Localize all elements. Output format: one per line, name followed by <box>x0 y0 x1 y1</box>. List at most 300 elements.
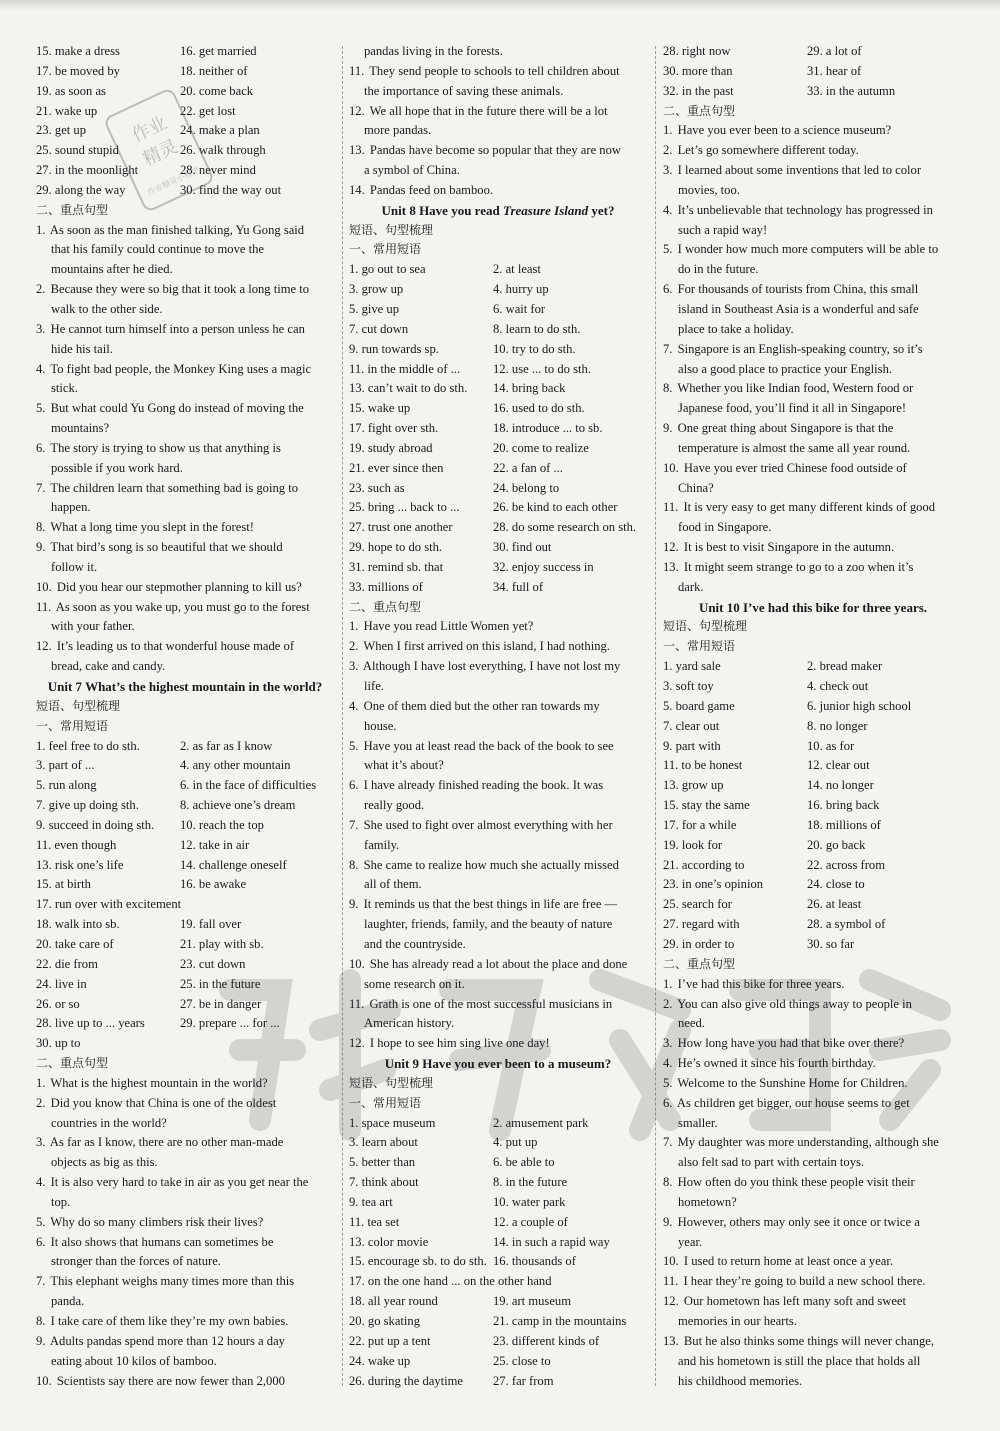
phrase-item: 8. achieve one’s dream <box>180 798 296 813</box>
sentence-number: 5. <box>36 1214 46 1229</box>
sentence-text: It also shows that humans can sometimes be <box>50 1234 274 1249</box>
phrase-item: 13. color movie <box>349 1234 429 1249</box>
sentence-number: 7. <box>663 341 673 356</box>
sentence-text: Pandas feed on bamboo. <box>369 182 494 197</box>
phrase-row <box>36 62 334 82</box>
section-heading: 短语、句型梳理 <box>349 1075 434 1090</box>
column-divider <box>342 46 343 1386</box>
sentence-item <box>349 737 647 777</box>
sentence-line <box>663 538 963 558</box>
phrase-row <box>349 300 647 320</box>
phrase-item: 20. come back <box>180 83 254 98</box>
phrase-row <box>663 935 963 955</box>
phrase-item: 30. more than <box>663 63 733 78</box>
sentence-line <box>36 1074 334 1094</box>
sentence-item <box>349 141 647 181</box>
phrase-item: 21. wake up <box>36 103 98 118</box>
phrase-item: 27. be in danger <box>180 996 262 1011</box>
sentence-line <box>349 141 647 161</box>
sentence-number: 1. <box>663 976 673 991</box>
sentence-text: One great thing about Singapore is that the <box>677 421 894 436</box>
sentence-item <box>349 995 647 1035</box>
sentence-item <box>663 459 963 499</box>
sentence-number: 13. <box>663 559 679 574</box>
phrase-item: 1. space museum <box>349 1115 436 1130</box>
phrase-item: 28. never mind <box>180 163 256 178</box>
phrase-row <box>349 1292 647 1312</box>
phrase-item: 2. bread maker <box>807 659 883 674</box>
sentence-item <box>663 1133 963 1173</box>
sentence-number: 1. <box>36 222 46 237</box>
phrase-item: 12. clear out <box>807 758 870 773</box>
section-heading: 短语、句型梳理 <box>349 222 434 237</box>
sentence-item <box>36 1332 334 1372</box>
sentence-text: panda. <box>51 1294 85 1309</box>
sentence-item <box>36 439 334 479</box>
sentence-number: 5. <box>36 401 46 416</box>
sentence-item <box>349 816 647 856</box>
sentence-number: 9. <box>663 1214 673 1229</box>
phrase-item: 24. live in <box>36 976 87 991</box>
sentence-number: 11. <box>349 63 365 78</box>
phrase-row <box>663 82 963 102</box>
phrase-item: 24. close to <box>807 877 865 892</box>
sentence-line <box>663 1133 963 1153</box>
sentence-text: food in Singapore. <box>678 520 772 535</box>
phrase-item: 21. ever since then <box>349 460 444 475</box>
sentence-line <box>663 498 963 518</box>
phrase-row <box>349 340 647 360</box>
phrase-row <box>663 856 963 876</box>
sentence-text: also felt sad to part with certain toys. <box>678 1155 865 1170</box>
sentence-text: I wonder how much more computers will be able to <box>677 242 939 257</box>
sentence-item <box>663 280 963 340</box>
phrase-item: 33. millions of <box>349 579 423 594</box>
phrase-row <box>36 915 334 935</box>
sentence-item <box>663 1054 963 1074</box>
sentence-text: Why do so many climbers risk their lives? <box>50 1214 264 1229</box>
sentence-text: laughter, friends, family, and the beauty of nature <box>364 917 613 932</box>
sentence-number: 8. <box>36 520 46 535</box>
sentence-text: I hope to see him sing live one day! <box>369 1036 550 1051</box>
phrase-item: 22. across from <box>807 857 885 872</box>
phrase-item: 16. bring back <box>807 798 880 813</box>
phrase-item: 3. soft toy <box>663 679 714 693</box>
sentence-text: memories in our hearts. <box>678 1314 797 1328</box>
sentence-text: This elephant weighs many times more than this <box>50 1274 295 1289</box>
phrase-item: 9. succeed in doing sth. <box>36 817 155 832</box>
phrase-item: 16. thousands of <box>493 1254 576 1269</box>
phrase-item: 17. for a while <box>663 817 737 832</box>
sentence-text: I learned about some inventions that led to color <box>677 163 922 178</box>
sentence-text: It’s unbelievable that technology has progressed in <box>677 202 933 217</box>
phrase-item: 19. study abroad <box>349 440 433 455</box>
sentence-text: It reminds us that the best things in life are free — <box>363 897 618 912</box>
sentence-number: 5. <box>663 242 673 257</box>
sentence-line <box>349 697 647 717</box>
phrase-item: 12. a couple of <box>493 1214 568 1229</box>
sentence-number: 4. <box>36 361 46 376</box>
sentence-item <box>663 240 963 280</box>
sentence-number: 5. <box>663 1075 673 1090</box>
sentence-text: follow it. <box>51 559 98 574</box>
phrase-item: 14. challenge oneself <box>180 857 287 872</box>
phrase-item: 27. in the moonlight <box>36 163 139 178</box>
phrase-item: 11. tea set <box>349 1214 400 1229</box>
phrase-item: 29. along the way <box>36 182 126 197</box>
sentence-item <box>663 419 963 459</box>
column-middle <box>349 42 647 1391</box>
sentence-line <box>36 221 334 241</box>
sentence-text: such a rapid way! <box>678 222 768 237</box>
phrase-item: 8. no longer <box>807 718 868 733</box>
phrase-item: 18. walk into sb. <box>36 917 120 932</box>
phrase-item: 7. think about <box>349 1175 419 1190</box>
sentence-text: When I first arrived on this island, I had nothing. <box>363 639 610 654</box>
sentence-line <box>349 102 647 122</box>
section-heading: 短语、句型梳理 <box>36 698 121 713</box>
phrase-item: 3. grow up <box>349 282 404 297</box>
sentence-text: top. <box>51 1194 71 1209</box>
phrase-item: 22. a fan of ... <box>493 460 563 475</box>
sentence-item <box>349 181 647 201</box>
sentence-text: Have you ever tried Chinese food outside of <box>683 460 907 475</box>
section-heading: 二、重点句型 <box>663 103 736 118</box>
section-heading: 一、常用短语 <box>663 639 736 654</box>
sentence-text: that his family could continue to move the <box>51 242 264 257</box>
section-heading: 一、常用短语 <box>36 718 109 733</box>
sentence-item <box>36 1213 334 1233</box>
section-heading: 短语、句型梳理 <box>663 619 748 634</box>
sentence-text: It is best to visit Singapore in the autumn. <box>683 540 895 555</box>
sentence-text: countries in the world? <box>51 1115 167 1130</box>
phrase-item: 22. get lost <box>180 103 236 118</box>
sentence-text: What a long time you slept in the forest! <box>50 520 254 535</box>
sentence-text: Adults pandas spend more than 12 hours a day <box>49 1333 285 1348</box>
phrase-item: 15. wake up <box>349 401 411 416</box>
sentence-line <box>36 578 334 598</box>
phrase-item: 26. at least <box>807 897 862 912</box>
sentence-line <box>349 816 647 836</box>
sentence-text: How often do you think these people visit their <box>677 1175 915 1190</box>
sentence-text: objects as big as this. <box>51 1155 158 1170</box>
sentence-text: My daughter was more understanding, although she <box>677 1135 939 1150</box>
phrase-item: 17. fight over sth. <box>349 421 439 436</box>
sentence-text: do in the future. <box>678 262 759 277</box>
sentence-number: 11. <box>349 996 365 1011</box>
phrase-item: 13. risk one’s life <box>36 857 124 872</box>
phrase-item: 5. run along <box>36 778 97 793</box>
sentence-text: some research on it. <box>364 976 465 991</box>
sentence-item <box>663 1213 963 1253</box>
sentence-line <box>663 1332 963 1352</box>
phrase-row <box>349 1352 647 1372</box>
phrase-item: 31. hear of <box>807 63 862 78</box>
sentence-text: what it’s about? <box>364 758 444 773</box>
sentence-text: You can also give old things away to people in <box>677 996 912 1011</box>
phrase-item: 13. grow up <box>663 778 724 793</box>
phrase-item: 34. full of <box>493 579 544 594</box>
phrase-item: 10. try to do sth. <box>493 341 576 356</box>
sentence-item <box>663 1074 963 1094</box>
phrase-item: 18. introduce ... to sb. <box>493 421 603 436</box>
sentence-line <box>36 1233 334 1253</box>
phrase-item: 8. learn to do sth. <box>493 321 581 336</box>
sentence-line <box>36 479 334 499</box>
phrase-item: 1. feel free to do sth. <box>36 738 140 753</box>
phrase-item: 7. give up doing sth. <box>36 798 139 813</box>
sentence-text: Japanese food, you’ll find it all in Singapore! <box>678 401 907 416</box>
sentence-line <box>36 1213 334 1233</box>
phrase-item: 22. put up a tent <box>349 1333 431 1348</box>
sentence-number: 8. <box>663 381 673 396</box>
sentence-number: 1. <box>349 619 359 634</box>
sentence-line <box>36 1272 334 1292</box>
phrase-item: 15. encourage sb. to do sth. <box>349 1254 487 1269</box>
phrase-row <box>663 836 963 856</box>
sentence-line <box>36 1094 334 1114</box>
phrase-item: 14. bring back <box>493 381 566 396</box>
sentence-text: Did you know that China is one of the oldest <box>50 1095 277 1110</box>
unit-title-text: yet? <box>588 202 615 218</box>
sentence-number: 8. <box>663 1175 673 1190</box>
sentence-text: also a good place to practice your English. <box>678 361 893 376</box>
phrase-item: 27. far from <box>493 1373 554 1388</box>
column-left <box>36 42 334 1391</box>
phrase-row <box>349 538 647 558</box>
sentence-line <box>663 1272 963 1292</box>
phrase-item: 19. fall over <box>180 917 242 932</box>
sentence-line <box>663 1094 963 1114</box>
phrase-item: 6. wait for <box>493 301 546 316</box>
sentence-number: 2. <box>36 282 46 297</box>
phrase-item: 23. cut down <box>180 956 246 971</box>
phrase-row <box>663 776 963 796</box>
sentence-line <box>663 340 963 360</box>
sentence-number: 8. <box>349 857 359 872</box>
phrase-item: 17. on the one hand ... on the other hand <box>349 1274 552 1289</box>
phrase-item: 16. used to do sth. <box>493 401 585 416</box>
sentence-line <box>663 1213 963 1233</box>
sentence-number: 2. <box>663 996 673 1011</box>
sentence-item <box>349 697 647 737</box>
sentence-number: 2. <box>349 639 359 654</box>
phrase-row <box>349 479 647 499</box>
sentence-text: He’s owned it since his fourth birthday. <box>677 1056 876 1071</box>
sentence-line <box>663 379 963 399</box>
sentence-number: 1. <box>36 1075 46 1090</box>
phrase-item: 25. in the future <box>180 976 261 991</box>
sentence-text: life. <box>364 679 384 693</box>
phrase-row <box>663 677 963 697</box>
sentence-text: pandas living in the forests. <box>364 44 503 58</box>
sentence-line <box>36 360 334 380</box>
sentence-line <box>36 518 334 538</box>
sentence-item <box>663 1252 963 1272</box>
sentence-item <box>349 895 647 955</box>
column-right <box>663 42 963 1391</box>
sentence-line <box>36 1372 334 1392</box>
sentence-text: dark. <box>678 579 704 594</box>
sentence-item <box>663 1332 963 1392</box>
sentence-number: 14. <box>349 182 365 197</box>
sentence-text: Grath is one of the most successful musicians in <box>369 996 613 1011</box>
sentence-text: Although I have lost everything, I have not lost my <box>362 659 621 674</box>
sentence-text: I hear they’re going to build a new school there. <box>683 1274 926 1289</box>
sentence-text: I take care of them like they’re my own babies. <box>50 1314 289 1328</box>
phrase-row <box>663 915 963 935</box>
sentence-item <box>36 1173 334 1213</box>
sentence-item <box>36 538 334 578</box>
phrase-item: 23. in one’s opinion <box>663 877 764 892</box>
sentence-text: a symbol of China. <box>364 163 460 178</box>
phrase-row <box>663 717 963 737</box>
phrase-row <box>349 280 647 300</box>
phrase-row <box>349 419 647 439</box>
sentence-line <box>349 995 647 1015</box>
sentence-line <box>36 1133 334 1153</box>
phrase-item: 21. play with sb. <box>180 936 264 951</box>
sentence-text: smaller. <box>678 1115 718 1130</box>
phrase-item: 19. look for <box>663 837 723 852</box>
phrase-item: 26. or so <box>36 996 80 1011</box>
sentence-item <box>349 776 647 816</box>
sentence-text: As soon as the man finished talking, Yu Gong said <box>49 222 305 237</box>
phrase-row <box>349 1133 647 1153</box>
phrase-item: 26. walk through <box>180 143 266 158</box>
phrase-item: 25. sound stupid <box>36 143 119 158</box>
sentence-item <box>36 221 334 281</box>
phrase-item: 5. better than <box>349 1155 416 1170</box>
phrase-item: 29. hope to do sth. <box>349 540 443 555</box>
sentence-text: Pandas have become so popular that they are now <box>369 143 622 158</box>
sentence-number: 8. <box>36 1314 46 1328</box>
phrase-item: 12. use ... to do sth. <box>493 361 591 376</box>
sentence-text: As far as I know, there are no other man-made <box>49 1135 284 1150</box>
phrase-item: 32. in the past <box>663 83 734 98</box>
sentence-number: 7. <box>349 817 359 832</box>
sentence-line <box>349 955 647 975</box>
sentence-text: more pandas. <box>364 123 432 138</box>
sentence-text: Whether you like Indian food, Western food or <box>677 381 914 396</box>
sentence-line <box>663 121 963 141</box>
sentence-item <box>36 518 334 538</box>
sentence-number: 10. <box>663 1254 679 1269</box>
sentence-text: She came to realize how much she actually missed <box>363 857 619 872</box>
phrase-item: 9. run towards sp. <box>349 341 439 356</box>
phrase-row <box>36 875 334 895</box>
sentence-line <box>349 617 647 637</box>
phrase-item: 4. check out <box>807 679 869 693</box>
phrase-row <box>36 796 334 816</box>
sentence-number: 7. <box>36 1274 46 1289</box>
sentence-item <box>36 1312 334 1332</box>
sentence-item <box>36 1074 334 1094</box>
phrase-item: 25. close to <box>493 1353 551 1368</box>
sentence-text: house. <box>364 718 397 733</box>
phrase-item: 3. learn about <box>349 1135 418 1150</box>
sentence-text: What is the highest mountain in the world? <box>50 1075 268 1090</box>
phrase-row <box>349 498 647 518</box>
phrase-row <box>36 737 334 757</box>
sentence-item <box>36 399 334 439</box>
sentence-item <box>36 360 334 400</box>
sentence-number: 4. <box>663 202 673 217</box>
phrase-item: 8. in the future <box>493 1175 568 1190</box>
phrase-item: 25. search for <box>663 897 732 912</box>
sentence-item <box>349 637 647 657</box>
phrase-item: 20. go skating <box>349 1314 421 1328</box>
sentence-text: all of them. <box>364 877 422 892</box>
sentence-number: 2. <box>36 1095 46 1110</box>
sentence-text: mountains after he died. <box>51 262 173 277</box>
sentence-text: need. <box>678 1016 705 1031</box>
sentence-text: stronger than the forces of nature. <box>51 1254 221 1269</box>
phrase-row <box>349 1213 647 1233</box>
sentence-text: I have already finished reading the book. It was <box>363 778 604 793</box>
phrase-item: 32. enjoy success in <box>493 559 594 574</box>
sentence-item <box>349 62 647 102</box>
sentence-item <box>663 558 963 598</box>
phrase-item: 10. water park <box>493 1194 566 1209</box>
phrase-row <box>36 82 334 102</box>
sentence-line <box>663 1292 963 1312</box>
book-title: Treasure Island <box>502 202 589 218</box>
sentence-text: Welcome to the Sunshine Home for Children. <box>677 1075 908 1090</box>
sentence-item <box>663 1272 963 1292</box>
sentence-number: 10. <box>349 956 365 971</box>
sentence-text: stick. <box>51 381 78 396</box>
phrase-row <box>349 360 647 380</box>
sentence-line <box>349 1034 647 1054</box>
sentence-line <box>663 995 963 1015</box>
sentence-item <box>663 1034 963 1054</box>
phrase-item: 9. part with <box>663 738 721 753</box>
phrase-item: 15. stay the same <box>663 798 750 813</box>
stamp-line1: 作业 <box>128 112 171 147</box>
sentence-line <box>663 975 963 995</box>
phrase-row <box>349 558 647 578</box>
sentence-line <box>663 1054 963 1074</box>
phrase-item: 24. belong to <box>493 480 560 495</box>
sentence-text: with your father. <box>51 619 135 634</box>
sentence-line <box>663 201 963 221</box>
sentence-line <box>349 181 647 201</box>
unit-title: Unit 10 I’ve had this bike for three years. <box>698 599 928 615</box>
section-heading: 二、重点句型 <box>36 1056 109 1071</box>
phrase-item: 2. as far as I know <box>180 738 273 753</box>
sentence-text: Let’s go somewhere different today. <box>677 143 859 158</box>
sentence-text: and the countryside. <box>364 936 466 951</box>
phrase-item: 15. make a dress <box>36 44 120 58</box>
phrase-row <box>349 1193 647 1213</box>
phrase-item: 20. come to realize <box>493 440 589 455</box>
sentence-line <box>663 1252 963 1272</box>
sentence-item <box>36 1272 334 1312</box>
phrase-item: 27. trust one another <box>349 520 453 535</box>
sentence-line <box>36 1312 334 1332</box>
phrase-item: 21. camp in the mountains <box>493 1314 627 1328</box>
sentence-text: happen. <box>51 500 91 515</box>
sentence-item <box>663 1292 963 1332</box>
sentence-item <box>663 379 963 419</box>
sentence-number: 7. <box>663 1135 673 1150</box>
sentence-text: Did you hear our stepmother planning to kill us? <box>56 579 302 594</box>
sentence-text: temperature is almost the same all year round. <box>678 440 911 455</box>
phrase-row <box>349 578 647 598</box>
column-divider <box>655 46 656 1386</box>
sentence-line <box>36 1332 334 1352</box>
